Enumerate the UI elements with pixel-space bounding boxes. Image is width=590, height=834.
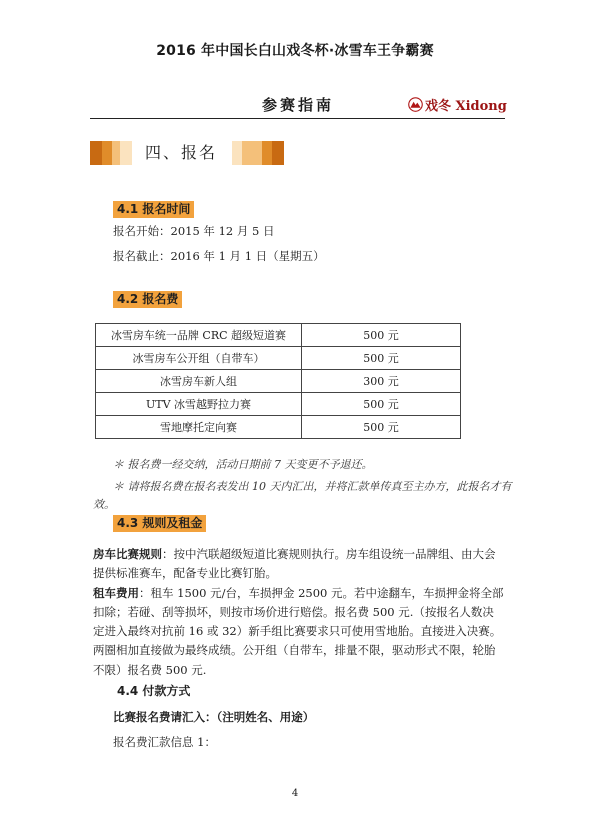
car-rule-label: 房车比赛规则 <box>93 547 162 561</box>
table-row <box>96 393 461 416</box>
fees-heading: 4.2 报名费 <box>113 291 182 308</box>
payment-remit-line: 比赛报名费请汇入：（注明姓名、用途） <box>113 710 315 724</box>
registration-deadline: 报名截止：2016 年 1 月 1 日（星期五） <box>113 249 325 263</box>
event-fee: 300 元 <box>302 370 461 393</box>
event-name: 冰雪房车统一品牌 CRC 超级短道赛 <box>96 324 302 347</box>
red-mountain-logo-icon <box>408 97 423 112</box>
event-fee: 500 元 <box>302 416 461 439</box>
payment-heading: 4.4 付款方式 <box>113 683 194 700</box>
brand-logo <box>408 95 507 113</box>
header-divider <box>90 118 505 119</box>
rules-body <box>93 545 508 680</box>
registration-time-heading: 4.1 报名时间 <box>113 201 194 218</box>
rent-text-3: 定进入最终对抗前 16 或 32）新手组比赛要求只可使用雪地胎。直接进入决赛。 <box>93 624 502 639</box>
event-fee: 500 元 <box>302 393 461 416</box>
fee-note-remit-line2: 效。 <box>93 498 115 511</box>
logo-text: 戏冬 Xidong <box>425 98 507 114</box>
rent-text-1: ：租车 1500 元/台，车损押金 2500 元。若中途翻车，车损押金将全部 <box>139 585 504 600</box>
table-row <box>96 370 461 393</box>
registration-start: 报名开始：2015 年 12 月 5 日 <box>113 224 275 238</box>
event-fee: 500 元 <box>302 324 461 347</box>
car-rule-text-1: ：按中汽联超级短道比赛规则执行。房车组设统一品牌组、由大会 <box>162 547 496 561</box>
event-name: UTV 冰雪越野拉力赛 <box>96 393 302 416</box>
event-name: 冰雪房车公开组（自带车） <box>96 347 302 370</box>
table-row <box>96 416 461 439</box>
rules-heading: 4.3 规则及租金 <box>113 515 206 532</box>
left-decorative-bars <box>90 141 132 165</box>
right-decorative-bars <box>232 141 284 165</box>
fee-note-refund: ＊ 报名费一经交纳，活动日期前 7 天变更不予退还。 <box>113 458 373 471</box>
car-rule-text-2: 提供标准赛车，配备专业比赛钉胎。 <box>93 566 277 581</box>
fee-note-remit-line1: ＊ 请将报名费在报名表发出 10 天内汇出，并将汇款单传真至主办方，此报名才有 <box>113 480 512 493</box>
table-row <box>96 347 461 370</box>
page-number: 4 <box>291 788 299 799</box>
rent-text-2: 扣除；若碰、刮等损坏，则按市场价进行赔偿。报名费 500 元.（按报名人数决 <box>93 604 494 619</box>
event-name: 雪地摩托定向赛 <box>96 416 302 439</box>
document-title: 2016 年中国长白山戏冬杯·冰雪车王争霸赛 <box>156 43 434 59</box>
table-row <box>96 324 461 347</box>
fee-table <box>95 323 461 439</box>
section-heading: 四、报名 <box>145 143 218 162</box>
guide-title: 参赛指南 <box>262 96 335 114</box>
event-name: 冰雪房车新人组 <box>96 370 302 393</box>
rent-text-5: 不限）报名费 500 元. <box>93 662 207 677</box>
rent-label: 租车费用 <box>93 585 139 600</box>
event-fee: 500 元 <box>302 347 461 370</box>
rent-text-4: 两圈相加直接做为最终成绩。公开组（自带车，排量不限，驱动形式不限，轮胎 <box>93 643 496 658</box>
payment-info-line: 报名费汇款信息 1： <box>113 735 216 749</box>
